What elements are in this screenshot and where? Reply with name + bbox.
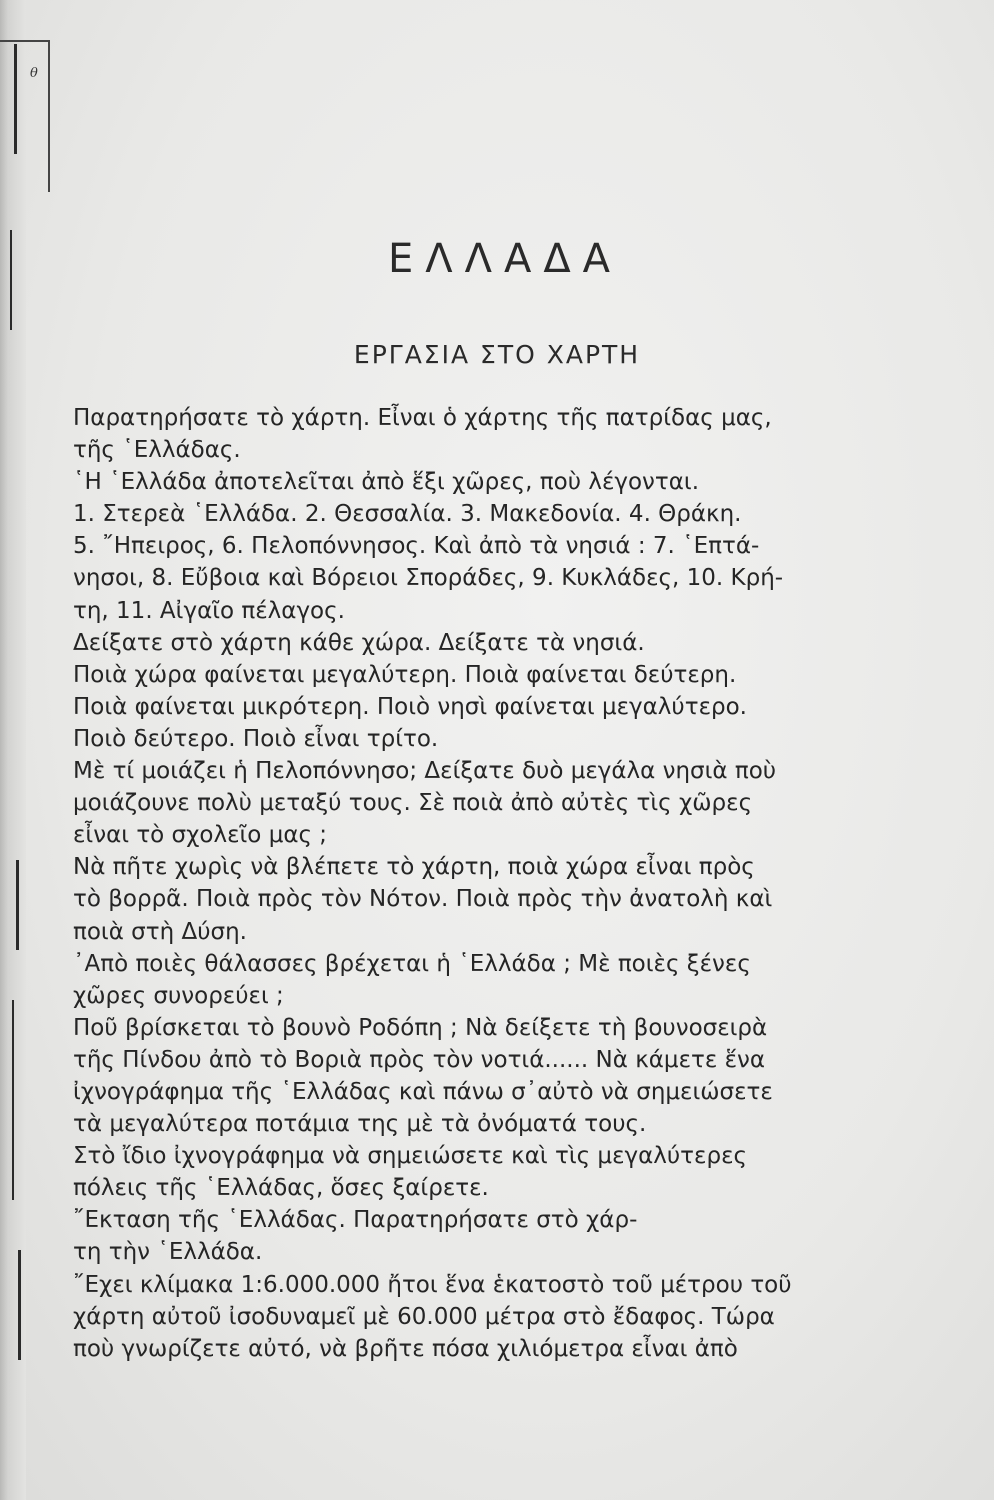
text-line: ᾿Απὸ ποιὲς θάλασσες βρέχεται ἡ ῾Ελλάδα ; Μὲ ποιὲς ξένες <box>73 950 751 977</box>
text-line: Νὰ πῆτε χωρὶς νὰ βλέπετε τὸ χάρτη, ποιὰ χώρα εἶναι πρὸς <box>73 854 755 881</box>
text-line: Ποιὸ δεύτερο. Ποιὸ εἶναι τρίτο. <box>73 725 439 752</box>
spine-mark <box>16 860 19 950</box>
text-line: ἰχνογράφημα τῆς ῾Ελλάδας καὶ πάνω σ᾿αὐτὸ νὰ σημειώσετε <box>73 1078 773 1105</box>
text-line: νησοι, 8. Εὔβοια καὶ Βόρειοι Σποράδες, 9. Κυκλάδες, 10. Κρή- <box>73 565 784 592</box>
text-line: χάρτη αὐτοῦ ἰσοδυναμεῖ μὲ 60.000 μέτρα στὸ ἔδαφος. Τώρα <box>73 1303 775 1330</box>
text-line: εἶναι τὸ σχολεῖο μας ; <box>73 822 328 849</box>
text-line: Ποιὰ χώρα φαίνεται μεγαλύτερη. Ποιὰ φαίνεται δεύτερη. <box>73 661 737 688</box>
text-line: μοιάζουνε πολὺ μεταξύ τους. Σὲ ποιὰ ἀπὸ αὐτὲς τὶς χῶρες <box>73 790 753 817</box>
spine-mark <box>18 1250 21 1360</box>
page-title: ΕΛΛΑΔΑ <box>387 236 623 282</box>
text-line: τὸ βορρᾶ. Ποιὰ πρὸς τὸν Νότον. Ποιὰ πρὸς τὴν ἀνατολὴ καὶ <box>73 886 773 913</box>
section-subtitle: ΕΡΓΑΣΙΑ ΣΤΟ ΧΑΡΤΗ <box>353 340 641 369</box>
text-line: Στὸ ἴδιο ἰχνογράφημα νὰ σημειώσετε καὶ τὶς μεγαλύτερες <box>73 1143 747 1170</box>
text-line: Δείξατε στὸ χάρτη κάθε χώρα. Δείξατε τὰ νησιά. <box>73 629 645 656</box>
page-spine-edge <box>0 0 26 1500</box>
text-line: 5. ῎Ηπειρος, 6. Πελοπόννησος. Καὶ ἀπὸ τὰ νησιά : 7. ῾Επτά- <box>73 533 760 560</box>
text-line: ποὺ γνωρίζετε αὐτό, νὰ βρῆτε πόσα χιλιόμετρα εἶναι ἀπὸ <box>73 1335 738 1362</box>
text-line: τῆς ῾Ελλάδας. <box>73 437 241 464</box>
text-line: ποιὰ στὴ Δύση. <box>73 918 247 945</box>
text-line: Μὲ τί μοιάζει ἡ Πελοπόννησο; Δείξατε δυὸ μεγάλα νησιὰ ποὺ <box>73 758 777 785</box>
spine-mark <box>12 1000 14 1200</box>
corner-label: θ <box>30 66 38 81</box>
text-line: 1. Στερεὰ ῾Ελλάδα. 2. Θεσσαλία. 3. Μακεδονία. 4. Θράκη. <box>73 501 742 528</box>
text-line: πόλεις τῆς ῾Ελλάδας, ὅσες ξαίρετε. <box>73 1175 489 1202</box>
body-text <box>73 402 888 1365</box>
text-line: ῎Εκταση τῆς ῾Ελλάδας. Παρατηρήσατε στὸ χάρ- <box>73 1207 638 1234</box>
text-line: ῎Εχει κλίμακα 1:6.000.000 ἤτοι ἕνα ἑκατοστὸ τοῦ μέτρου τοῦ <box>73 1271 792 1298</box>
text-line: Ποιὰ φαίνεται μικρότερη. Ποιὸ νησὶ φαίνεται μεγαλύτερο. <box>73 693 747 720</box>
text-line: τὰ μεγαλύτερα ποτάμια της μὲ τὰ ὀνόματά τους. <box>73 1111 647 1138</box>
text-line: τῆς Πίνδου ἀπὸ τὸ Βοριὰ πρὸς τὸν νοτιά...... Νὰ κάμετε ἕνα <box>73 1046 766 1073</box>
text-line: τη, 11. Αἰγαῖο πέλαγος. <box>73 597 345 624</box>
corner-tab-mark <box>0 40 50 192</box>
text-line: χῶρες συνορεύει ; <box>73 982 284 1009</box>
text-line: τη τὴν ῾Ελλάδα. <box>73 1239 263 1266</box>
text-line: Ποῦ βρίσκεται τὸ βουνὸ Ροδόπη ; Νὰ δείξετε τὴ βουνοσειρὰ <box>73 1014 768 1041</box>
text-line: Παρατηρήσατε τὸ χάρτη. Εἶναι ὁ χάρτης τῆς πατρίδας μας, <box>73 405 772 431</box>
text-line: ῾Η ῾Ελλάδα ἀποτελεῖται ἀπὸ ἕξι χῶρες, ποὺ λέγονται. <box>73 469 700 496</box>
